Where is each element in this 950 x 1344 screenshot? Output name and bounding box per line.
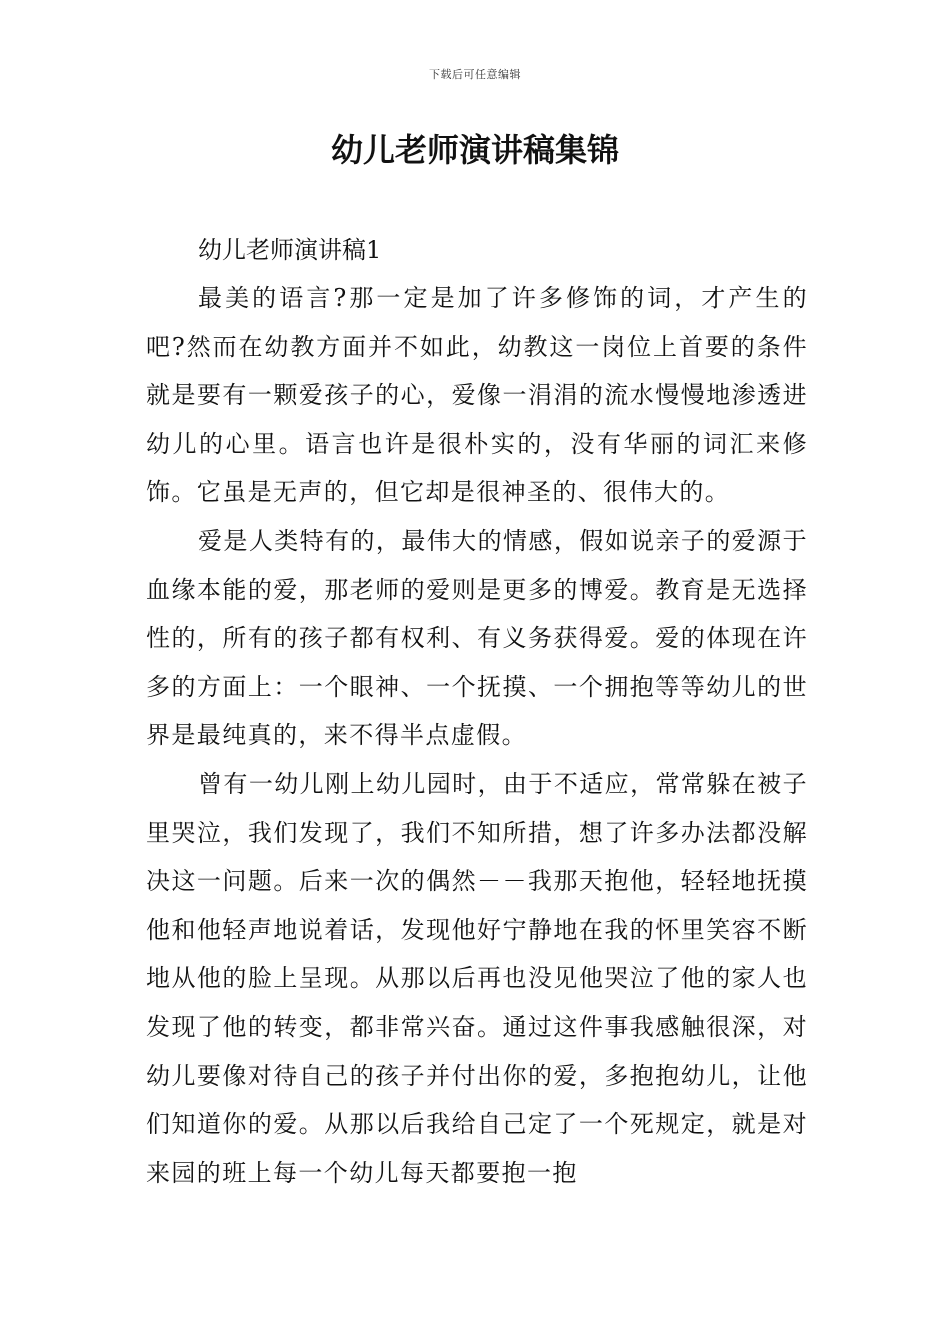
paragraph: 最美的语言?那一定是加了许多修饰的词，才产生的吧?然而在幼教方面并不如此，幼教这一岗位上首要的条件就是要有一颗爱孩子的心，爱像一涓涓的流水慢慢地渗透进幼儿的心里。语言也许是很朴实的，没有华丽的词汇来修饰。它虽是无声的，但它却是很神圣的、很伟大的。 bbox=[146, 284, 808, 507]
document-title: 幼儿老师演讲稿集锦 bbox=[330, 131, 619, 169]
document-body bbox=[146, 226, 808, 1197]
paragraph: 曾有一幼儿刚上幼儿园时，由于不适应，常常躲在被子里哭泣，我们发现了，我们不知所措，想了许多办法都没解决这一问题。后来一次的偶然－－我那天抱他，轻轻地抚摸他和他轻声地说着话，发现他好宁静地在我的怀里笑容不断地从他的脸上呈现。从那以后再也没见他哭泣了他的家人也发现了他的转变，都非常兴奋。通过这件事我感触很深，对幼儿要像对待自己的孩子并付出你的爱，多抱抱幼儿，让他们知道你的爱。从那以后我给自己定了一个死规定，就是对来园的班上每一个幼儿每天都要抱一抱 bbox=[146, 769, 808, 1187]
header-note: 下载后可任意编辑 bbox=[429, 68, 521, 81]
section-title: 幼儿老师演讲稿1 bbox=[198, 236, 382, 264]
paragraph: 爱是人类特有的，最伟大的情感，假如说亲子的爱源于血缘本能的爱，那老师的爱则是更多的博爱。教育是无选择性的，所有的孩子都有权利、有义务获得爱。爱的体现在许多的方面上：一个眼神、一个抚摸、一个拥抱等等幼儿的世界是最纯真的，来不得半点虚假。 bbox=[146, 526, 808, 750]
